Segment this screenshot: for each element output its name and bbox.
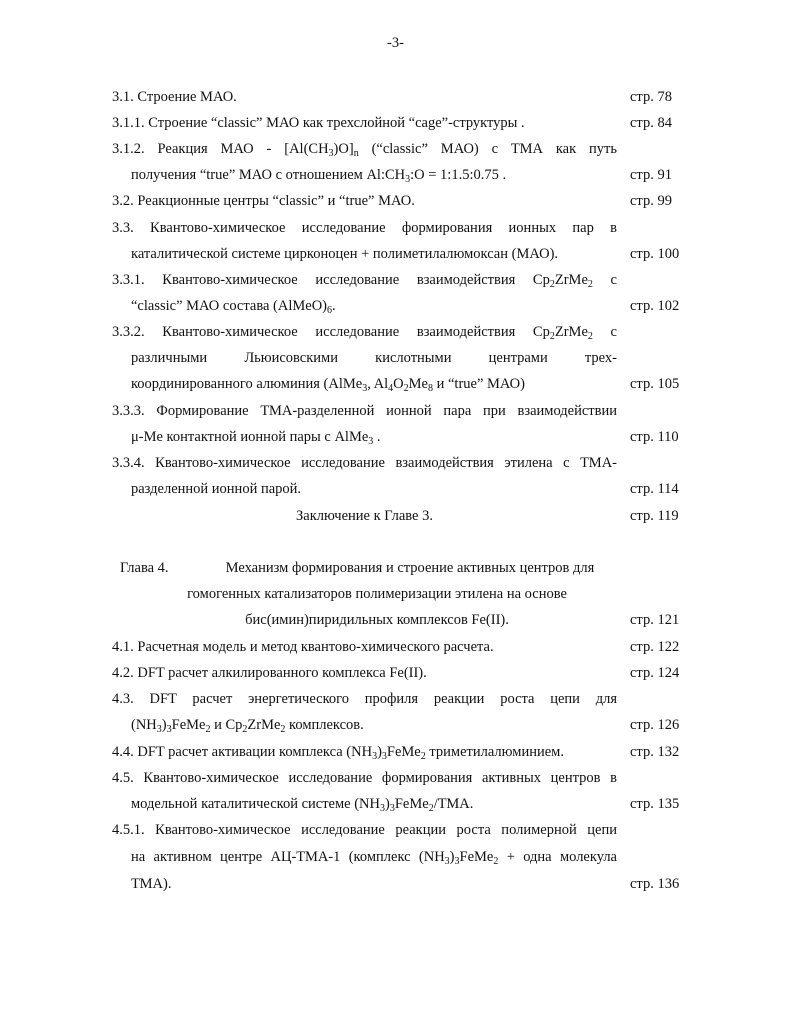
toc-entry-page: стр. 122 <box>630 639 680 655</box>
toc-entry-text: 3.1.1. Строение “classic” МАО как трехслойной “cage”-структуры . <box>112 115 525 131</box>
toc-entry-line: получения “true” МАО с отношением $Al:CH_3:O$ = 1:1.5:0.75 . <box>131 167 507 185</box>
toc-entry-line: разделенной ионной парой. <box>131 481 302 497</box>
toc-entry-page: стр. 99 <box>630 193 672 209</box>
toc-entry-line: координированного алюминия (AlMe$_3$, $Al_4O_2Me_8$ и “true” МАО) <box>131 376 525 394</box>
page-number: -3- <box>387 35 404 51</box>
toc-entry-line: 4.5. Квантово-химическое исследование формирования активных центров в <box>112 770 617 786</box>
toc-entry-page: стр. 91 <box>630 167 672 183</box>
toc-entry-page: стр. 136 <box>630 876 680 892</box>
toc-entry-page: стр. 135 <box>630 796 680 812</box>
toc-entry-page: стр. 110 <box>630 429 679 445</box>
toc-entry-line: 4.5.1. Квантово-химическое исследование реакции роста полимерной цепи <box>112 822 617 838</box>
toc-entry-line: 4.3. DFT расчет энергетического профиля реакции роста цепи для <box>112 691 617 707</box>
toc-entry-line: модельной каталитической системе $(NH_3)_3FeMe_2$/ТМА. <box>131 796 474 814</box>
toc-entry-page: стр. 114 <box>630 481 679 497</box>
toc-entry-page: стр. 121 <box>630 612 680 628</box>
toc-entry-line: 3.3. Квантово-химическое исследование формирования ионных пар в <box>112 220 617 236</box>
toc-entry-line: 3.3.1. Квантово-химическое исследование взаимодействия $Cp_2ZrMe_2$ с <box>112 272 617 290</box>
toc-entry-line: 3.3.2. Квантово-химическое исследование взаимодействия $Cp_2ZrMe_2$ с <box>112 324 617 342</box>
toc-entry-line: различными Льюисовскими кислотными центрами трех- <box>131 350 617 366</box>
chapter-title-line: бис(имин)пиридильных комплексов Fe(II). <box>245 612 509 628</box>
toc-conclusion: Заключение к Главе 3. <box>296 508 433 524</box>
toc-entry-text: 4.2. DFT расчет алкилированного комплекса Fe(II). <box>112 665 427 681</box>
toc-entry-line: 3.3.4. Квантово-химическое исследование взаимодействия этилена с ТМА- <box>112 455 617 471</box>
toc-entry-line: ТМА). <box>131 876 172 892</box>
toc-entry-page: стр. 132 <box>630 744 680 760</box>
toc-entry-page: стр. 100 <box>630 246 680 262</box>
toc-entry-page: стр. 102 <box>630 298 680 314</box>
chapter-title-line: гомогенных катализаторов полимеризации этилена на основе <box>187 586 567 602</box>
toc-entry-page: стр. 78 <box>630 89 672 105</box>
toc-entry-page: стр. 105 <box>630 376 680 392</box>
chapter-title-line: Механизм формирования и строение активных центров для <box>225 560 595 576</box>
toc-entry-line: каталитической системе цирконоцен + полиметилалюмоксан (МАО). <box>131 246 559 262</box>
toc-entry-text: 4.4. DFT расчет активации комплекса $(NH_3)_3FeMe_2$ триметилалюминием. <box>112 744 564 762</box>
toc-entry-line: $(NH_3)_3FeMe_2$ и $Cp_2ZrMe_2$ комплексов. <box>131 717 364 735</box>
toc-entry-line: μ-Me контактной ионной пары с AlMe$_3$ . <box>131 429 381 447</box>
toc-entry-page: стр. 124 <box>630 665 680 681</box>
chapter-label: Глава 4. <box>120 560 169 576</box>
toc-entry-line: 3.3.3. Формирование ТМА-разделенной ионной пара при взаимодействии <box>112 403 617 419</box>
toc-entry-line: 3.1.2. Реакция МАО - $[Al(CH_3)O]_n$ (“classic” МАО) с ТМА как путь <box>112 141 617 159</box>
toc-entry-text: 3.1. Строение МАО. <box>112 89 237 105</box>
toc-entry-text: 4.1. Расчетная модель и метод квантово-химического расчета. <box>112 639 494 655</box>
toc-entry-text: 3.2. Реакционные центры “classic” и “true” МАО. <box>112 193 415 209</box>
toc-entry-page: стр. 119 <box>630 508 679 524</box>
toc-entry-line: на активном центре АЦ-ТМА-1 (комплекс $(NH_3)_3FeMe_2$ + одна молекула <box>131 849 617 867</box>
toc-entry-page: стр. 84 <box>630 115 672 131</box>
toc-entry-page: стр. 126 <box>630 717 680 733</box>
toc-entry-line: “classic” МАО состава $(AlMeO)_6$. <box>131 298 336 316</box>
